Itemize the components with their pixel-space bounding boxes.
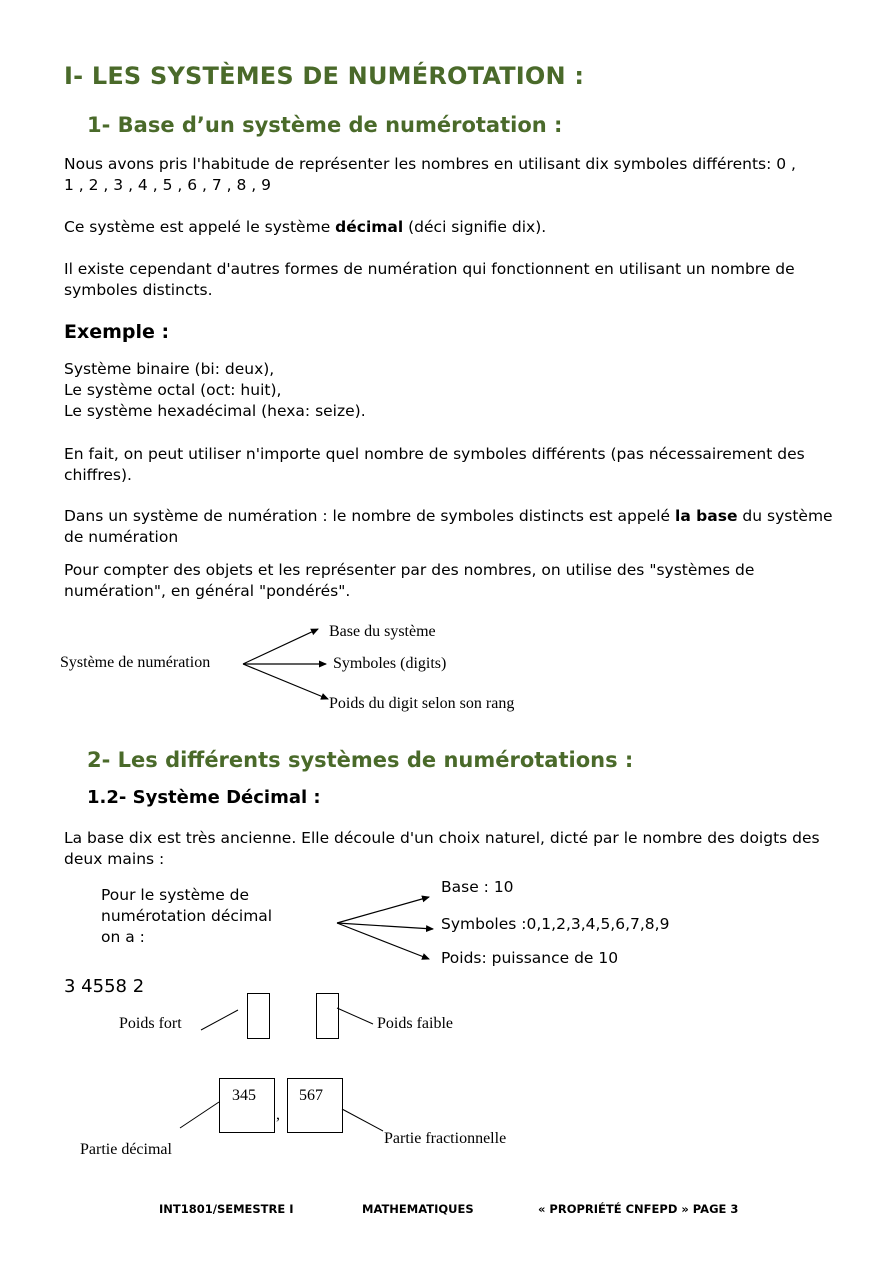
paragraph-base-ten: La base dix est très ancienne. Elle découle d'un choix naturel, dicté par le nombre des doigts des deux mains :: [64, 829, 820, 868]
bold-decimal: décimal: [335, 218, 404, 236]
diagram2-target-symbols: Symboles :0,1,2,3,4,5,6,7,8,9: [441, 915, 670, 933]
list-item: Système binaire (bi: deux),: [64, 360, 275, 378]
paragraph-weighted: Pour compter des objets et les représenter par des nombres, on utilise des "systèmes de numération", en général "pondérés".: [64, 561, 755, 600]
label-strong-weight: Poids fort: [119, 1015, 182, 1032]
paragraph-decimal: Ce système est appelé le système décimal (déci signifie dix).: [64, 218, 547, 236]
diagram1-arrow-base: [243, 629, 318, 664]
label-fraction-part: Partie fractionnelle: [384, 1130, 507, 1147]
leader-weak-weight: [337, 1008, 373, 1024]
label-weak-weight: Poids faible: [377, 1015, 453, 1032]
integer-part-box: 345: [219, 1078, 275, 1133]
decimal-separator: ,: [276, 1106, 280, 1123]
diagram2-target-weight: Poids: puissance de 10: [441, 949, 619, 967]
footer-subject: MATHEMATIQUES: [362, 1202, 474, 1216]
fraction-part-box: 567: [287, 1078, 343, 1133]
paragraph-any-symbols: En fait, on peut utiliser n'importe quel nombre de symboles différents (pas nécessairement des chiffres).: [64, 445, 805, 484]
subsection-decimal-title: 1.2- Système Décimal :: [87, 787, 321, 808]
paragraph-symbols: Nous avons pris l'habitude de représenter les nombres en utilisant dix symboles différents: 0 , 1 , 2 , 3 , 4 , 5 , 6 , 7 , 8 , 9: [64, 155, 796, 194]
diagram1-target-symbols: Symboles (digits): [333, 655, 447, 672]
example-heading: Exemple :: [64, 321, 170, 343]
paragraph-base-definition: Dans un système de numération : le nombre de symboles distincts est appelé la base du système de numération: [64, 507, 833, 546]
section-2-title: 2- Les différents systèmes de numérotations :: [87, 748, 634, 772]
diagram2-source: Pour le système de numérotation décimal on a :: [101, 886, 273, 946]
page-title: I- LES SYSTÈMES DE NUMÉROTATION :: [64, 62, 585, 90]
diagram2-arrow-base: [337, 897, 429, 923]
bold-la-base: la base: [675, 507, 738, 525]
diagram1-target-base: Base du système: [329, 623, 436, 640]
diagram1-arrow-weight: [243, 664, 328, 699]
leader-strong-weight: [201, 1010, 238, 1030]
footer-page-info: « PROPRIÉTÉ CNFEPD » PAGE 3: [538, 1202, 739, 1216]
list-item: Le système hexadécimal (hexa: seize).: [64, 402, 366, 420]
footer-course-code: INT1801/SEMESTRE I: [159, 1202, 294, 1216]
section-1-title: 1- Base d’un système de numérotation :: [87, 113, 563, 137]
paragraph-other-forms: Il existe cependant d'autres formes de numération qui fonctionnent en utilisant un nombre de symboles distincts.: [64, 260, 795, 299]
diagram1-source: Système de numération: [60, 654, 211, 671]
label-integer-part: Partie décimal: [80, 1141, 172, 1158]
example-number: 3 4558 2: [64, 976, 145, 997]
diagram2-target-base: Base : 10: [441, 878, 514, 896]
diagram1-target-weight: Poids du digit selon son rang: [329, 695, 515, 712]
list-item: Le système octal (oct: huit),: [64, 381, 282, 399]
leader-fraction-part: [342, 1109, 383, 1131]
leader-integer-part: [180, 1102, 219, 1128]
